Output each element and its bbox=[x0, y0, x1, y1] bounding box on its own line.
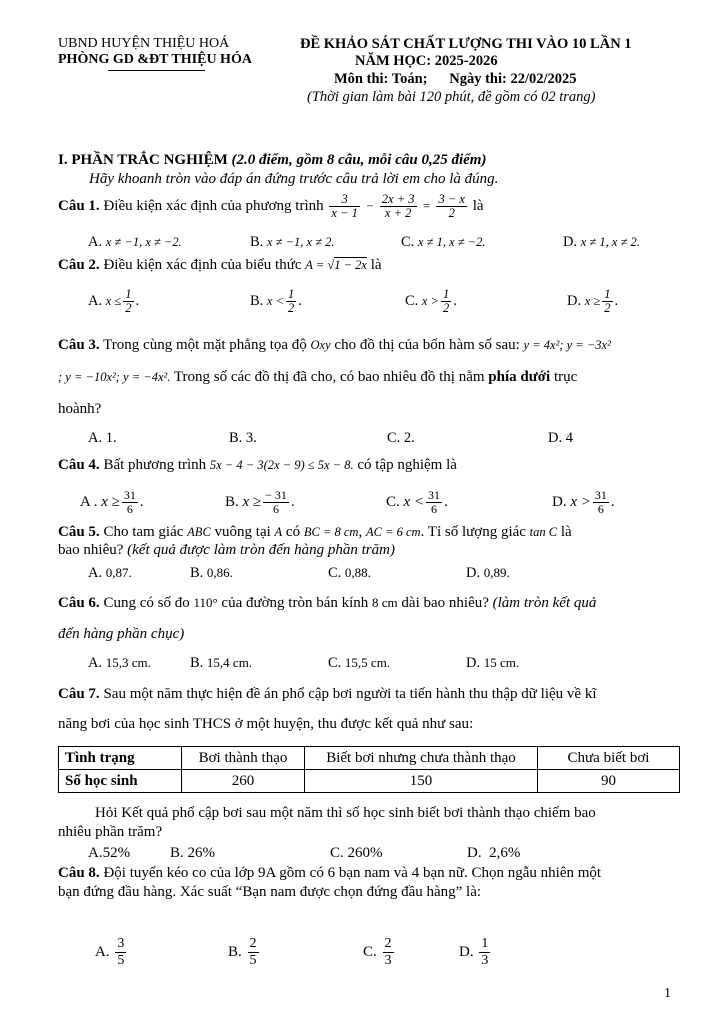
q3-a-letter: A. bbox=[88, 430, 103, 446]
q2-sqrt-sign: √ bbox=[327, 258, 335, 272]
q6-r: 8 cm bbox=[372, 595, 398, 610]
q8-option-c[interactable] bbox=[363, 936, 396, 969]
q4-option-a[interactable] bbox=[80, 489, 144, 516]
question-7-line1 bbox=[58, 686, 597, 703]
q4-c-frac bbox=[426, 489, 442, 516]
q1-f1-num: 3 bbox=[329, 193, 359, 207]
q3-text1: Trong cùng một mặt phẳng tọa độ bbox=[103, 337, 307, 353]
q1-b-letter: B. bbox=[250, 234, 264, 250]
q5-option-b[interactable] bbox=[190, 565, 233, 582]
table-cell: 260 bbox=[182, 770, 305, 793]
q6-note1: (làm tròn kết quả bbox=[492, 595, 597, 611]
exam-subject: Môn thi: Toán; Ngày thi: 22/02/2025 bbox=[334, 71, 577, 87]
q7-option-a[interactable]: A.52% bbox=[88, 845, 131, 861]
table-cell: Số học sinh bbox=[59, 770, 182, 793]
q8-a-frac bbox=[115, 936, 126, 969]
q3-option-a[interactable] bbox=[88, 430, 117, 447]
question-5-line1: Câu 5. Cho tam giác ABC vuông tại A có BC = 8 cm, AC = 6 cm. Tỉ số lượng giác tan C là bbox=[58, 524, 572, 540]
q3-label: Câu 3. bbox=[58, 337, 100, 353]
q1-c-letter: C. bbox=[401, 234, 415, 250]
q4-option-b[interactable] bbox=[225, 489, 295, 516]
q4-text: Bất phương trình bbox=[103, 457, 207, 473]
q3-a-value: 1. bbox=[105, 430, 117, 446]
q4-d-frac bbox=[593, 489, 609, 516]
q4-a-den: 6 bbox=[126, 502, 133, 516]
q1-frac1 bbox=[329, 193, 359, 220]
q1-f2-num: 2x + 3 bbox=[381, 192, 415, 206]
dept-line1: UBND HUYỆN THIỆU HOÁ bbox=[58, 36, 230, 51]
q3-fn1: y = 4x²; y = −3x² bbox=[523, 338, 611, 352]
q6-option-a[interactable] bbox=[88, 655, 151, 672]
q1-b-value: x ≠ −1, x ≠ 2. bbox=[266, 235, 335, 249]
q1-a-value: x ≠ −1, x ≠ −2. bbox=[105, 235, 182, 249]
q4-option-d[interactable] bbox=[552, 489, 615, 516]
table-header-cell: Tình trạng bbox=[59, 747, 182, 770]
q6-label: Câu 6. bbox=[58, 595, 100, 611]
q4-c-num: 31 bbox=[428, 488, 441, 502]
question-3-line1 bbox=[58, 337, 611, 354]
q1-a-letter: A. bbox=[88, 234, 103, 250]
q2-d-num: 1 bbox=[604, 287, 611, 301]
q5-text2: vuông tại bbox=[214, 524, 271, 540]
q3-text3: Trong số các đồ thị đã cho, có bao nhiêu đồ thị nằm bbox=[173, 369, 485, 385]
q2-c-dot: . bbox=[453, 292, 457, 309]
q1-option-a[interactable] bbox=[88, 234, 182, 251]
q4-c-dot: . bbox=[444, 493, 448, 510]
q5-c-letter: C. bbox=[328, 565, 342, 581]
q5-text4: . Tỉ số lượng giác bbox=[420, 524, 526, 540]
q5-text1: Cho tam giác bbox=[103, 524, 184, 540]
q2-option-a[interactable] bbox=[88, 288, 139, 315]
q6-text2: của đường tròn bán kính bbox=[221, 595, 369, 611]
q8-c-frac bbox=[383, 936, 394, 969]
table-row bbox=[59, 770, 680, 793]
q3-fn2: ; y = −10x²; y = −4x². bbox=[58, 370, 171, 384]
q8-d-den: 3 bbox=[481, 953, 489, 968]
q4-b-den: 6 bbox=[273, 502, 280, 516]
q5-option-c[interactable] bbox=[328, 565, 371, 582]
table-header-cell: Chưa biết bơi bbox=[538, 747, 680, 770]
q4-c-den: 6 bbox=[431, 502, 438, 516]
q2-c-num: 1 bbox=[443, 287, 450, 301]
q2-b-num: 1 bbox=[288, 287, 295, 301]
q3-option-d[interactable] bbox=[548, 430, 573, 447]
q1-c-value: x ≠ 1, x ≠ −2. bbox=[417, 235, 486, 249]
q2-c-rel: x > bbox=[421, 293, 440, 308]
q4-b-frac bbox=[263, 489, 289, 516]
q2-b-rel: x < bbox=[266, 293, 285, 308]
q7-option-b[interactable]: B. 26% bbox=[170, 845, 215, 861]
header-divider bbox=[108, 70, 205, 71]
q1-f3-den: 2 bbox=[448, 206, 455, 220]
q2-a-letter: A. bbox=[88, 292, 103, 309]
q6-b-value: 15,4 cm. bbox=[206, 655, 253, 670]
q8-text1: Đội tuyển kéo co của lớp 9A gồm có 6 bạn nam và 4 bạn nữ. Chọn ngẫu nhiên một bbox=[103, 865, 602, 881]
q3-c-letter: C. bbox=[387, 430, 401, 446]
q4-option-c[interactable] bbox=[386, 489, 448, 516]
q5-line2: bao nhiêu? bbox=[58, 542, 124, 558]
q4-d-dot: . bbox=[610, 493, 615, 510]
q6-d-value: 15 cm. bbox=[483, 655, 520, 670]
q8-label: Câu 8. bbox=[58, 865, 100, 881]
q1-f3-num: 3 − x bbox=[438, 192, 465, 206]
q5-point-a: A bbox=[274, 525, 283, 539]
q4-expr: 5x − 4 − 3(2x − 9) ≤ 5x − 8. bbox=[209, 458, 354, 472]
q8-d-letter: D. bbox=[459, 943, 474, 960]
q2-b-frac bbox=[286, 288, 296, 315]
q5-d-letter: D. bbox=[466, 565, 481, 581]
q2-b-dot: . bbox=[298, 292, 302, 309]
q8-c-num: 2 bbox=[384, 936, 392, 951]
q2-d-frac bbox=[602, 288, 612, 315]
q5-note: (kết quả được làm tròn đến hàng phần trăm) bbox=[127, 542, 395, 558]
q8-option-b[interactable] bbox=[228, 936, 261, 969]
q4-d-den: 6 bbox=[597, 502, 604, 516]
q5-abc: ABC bbox=[187, 525, 211, 539]
q8-c-letter: C. bbox=[363, 943, 377, 960]
q1-label: Câu 1. bbox=[58, 197, 100, 214]
q5-a-value: 0,87. bbox=[105, 565, 132, 580]
swim-survey-table bbox=[58, 746, 680, 793]
q6-option-d[interactable] bbox=[466, 655, 519, 672]
q5-a-letter: A. bbox=[88, 565, 103, 581]
section-heading bbox=[58, 152, 486, 169]
q3-text4: trục bbox=[553, 369, 578, 385]
q8-b-den: 5 bbox=[249, 953, 257, 968]
q8-b-letter: B. bbox=[228, 943, 242, 960]
q1-option-b[interactable] bbox=[250, 234, 335, 251]
q4-label: Câu 4. bbox=[58, 457, 100, 473]
table-cell: 90 bbox=[538, 770, 680, 793]
question-7-query1: Hỏi Kết quả phổ cập bơi sau một năm thì số học sinh biết bơi thành thạo chiếm bao bbox=[95, 805, 596, 821]
q2-d-den: 2 bbox=[604, 301, 611, 315]
question-8-line2: bạn đứng đầu hàng. Xác suất “Bạn nam được chọn đứng đầu hàng” là: bbox=[58, 884, 482, 900]
q8-b-frac bbox=[248, 936, 259, 969]
q2-option-b[interactable] bbox=[250, 288, 302, 315]
question-7-line2: năng bơi của học sinh THCS ở một huyện, thu được kết quả như sau: bbox=[58, 716, 474, 732]
q2-d-letter: D. bbox=[567, 292, 582, 309]
q1-f1-den: x − 1 bbox=[331, 206, 358, 220]
exam-time-note: (Thời gian làm bài 120 phút, đề gồm có 02 trang) bbox=[307, 89, 596, 105]
q4-b-letter: B. bbox=[225, 493, 239, 510]
table-header-cell: Biết bơi nhưng chưa thành thạo bbox=[305, 747, 538, 770]
q7-option-c[interactable]: C. 260% bbox=[330, 845, 383, 861]
q6-a-value: 15,3 cm. bbox=[105, 655, 151, 670]
q3-d-value: 4 bbox=[565, 430, 573, 446]
question-6-line1 bbox=[58, 595, 596, 612]
q5-bc: BC = 8 cm bbox=[303, 525, 359, 539]
question-7-query2: nhiêu phần trăm? bbox=[58, 824, 163, 840]
q3-oxy: Oxy bbox=[310, 338, 331, 352]
q2-tail: là bbox=[370, 257, 382, 273]
q4-a-frac bbox=[122, 489, 138, 516]
q7-text1: Sau một năm thực hiện đề án phổ cập bơi người ta tiến hành thu thập dữ liệu về kĩ bbox=[103, 686, 597, 702]
question-3-line3: hoành? bbox=[58, 401, 102, 417]
q6-text3: dài bao nhiêu? bbox=[401, 595, 489, 611]
dept-line2: PHÒNG GD &ĐT THIỆU HÓA bbox=[58, 52, 252, 67]
q4-c-rel: x < bbox=[403, 493, 425, 510]
q6-d-letter: D. bbox=[466, 655, 481, 671]
q1-frac2 bbox=[380, 193, 417, 220]
section-title: I. PHẦN TRẮC NGHIỆM bbox=[58, 152, 228, 168]
q6-c-letter: C. bbox=[328, 655, 342, 671]
q2-label: Câu 2. bbox=[58, 257, 100, 273]
q2-c-frac bbox=[441, 288, 451, 315]
question-5-line2 bbox=[58, 542, 395, 559]
q8-a-den: 5 bbox=[117, 953, 125, 968]
q1-tail: là bbox=[472, 197, 484, 214]
q1-option-c[interactable] bbox=[401, 234, 486, 251]
q4-d-rel: x > bbox=[570, 493, 591, 510]
q3-option-c[interactable] bbox=[387, 430, 415, 447]
q2-expr-lhs: A = bbox=[305, 258, 328, 272]
q4-tail: có tập nghiệm là bbox=[357, 457, 457, 473]
q5-tail: là bbox=[560, 524, 572, 540]
q8-option-a[interactable] bbox=[95, 936, 128, 969]
q4-a-rel: x ≥ bbox=[101, 493, 120, 510]
q1-d-value: x ≠ 1, x ≠ 2. bbox=[580, 235, 640, 249]
q1-option-d[interactable] bbox=[563, 234, 640, 251]
question-3-line2 bbox=[58, 369, 577, 386]
q8-a-letter: A. bbox=[95, 943, 110, 960]
q2-option-d[interactable] bbox=[567, 288, 618, 315]
page-number: 1 bbox=[664, 986, 671, 1001]
q6-option-c[interactable] bbox=[328, 655, 390, 672]
table-header-cell: Bơi thành thạo bbox=[182, 747, 305, 770]
q4-a-num: 31 bbox=[123, 488, 136, 502]
q8-d-frac bbox=[479, 936, 490, 969]
q4-b-rel: x ≥ bbox=[242, 493, 262, 510]
q2-a-dot: . bbox=[135, 292, 140, 309]
q1-text: Điều kiện xác định của phương trình bbox=[103, 197, 324, 214]
table-header-row bbox=[59, 747, 680, 770]
q4-b-dot: . bbox=[290, 493, 295, 510]
q3-b-letter: B. bbox=[229, 430, 243, 446]
q6-option-b[interactable] bbox=[190, 655, 252, 672]
q4-a-dot: . bbox=[139, 493, 144, 510]
section-note: (2.0 điểm, gồm 8 câu, mỗi câu 0,25 điểm) bbox=[231, 152, 487, 168]
q3-c-value: 2. bbox=[403, 430, 415, 446]
q5-option-a[interactable] bbox=[88, 565, 132, 582]
q1-eq: = bbox=[422, 198, 431, 213]
q2-a-den: 2 bbox=[125, 301, 132, 315]
q4-d-letter: D. bbox=[552, 493, 567, 510]
q2-c-letter: C. bbox=[405, 292, 419, 309]
q4-d-num: 31 bbox=[594, 488, 607, 502]
q2-option-c[interactable] bbox=[405, 288, 457, 315]
q8-a-num: 3 bbox=[117, 936, 125, 951]
q2-a-frac bbox=[123, 288, 133, 315]
q4-a-letter: A . bbox=[80, 493, 98, 510]
q2-d-rel: x ≥ bbox=[584, 293, 601, 308]
q1-frac3 bbox=[436, 193, 466, 220]
q5-b-value: 0,86. bbox=[206, 565, 233, 580]
section-instruction: Hãy khoanh tròn vào đáp án đứng trước câu trả lời em cho là đúng. bbox=[89, 171, 499, 187]
q3-d-letter: D. bbox=[548, 430, 563, 446]
q6-text1: Cung có số đo bbox=[103, 595, 190, 611]
question-2 bbox=[58, 257, 382, 274]
q6-deg: 110° bbox=[193, 595, 218, 610]
q2-b-den: 2 bbox=[288, 301, 295, 315]
exam-title: ĐỀ KHẢO SÁT CHẤT LƯỢNG THI VÀO 10 LẦN 1 bbox=[300, 36, 632, 52]
q1-minus: − bbox=[365, 198, 375, 213]
q1-d-letter: D. bbox=[563, 234, 578, 250]
q7-option-d[interactable]: D. 2,6% bbox=[467, 845, 521, 861]
q2-d-dot: . bbox=[614, 292, 619, 309]
q5-text3: có bbox=[285, 524, 301, 540]
question-1 bbox=[58, 193, 484, 220]
q1-f2-den: x + 2 bbox=[384, 206, 412, 220]
q6-a-letter: A. bbox=[88, 655, 103, 671]
q5-label: Câu 5. bbox=[58, 524, 100, 540]
q5-tan: tan C bbox=[529, 525, 558, 539]
question-8-line1 bbox=[58, 865, 601, 882]
q2-a-rel: x ≤ bbox=[105, 293, 122, 308]
question-4 bbox=[58, 457, 457, 474]
q2-c-den: 2 bbox=[443, 301, 450, 315]
q7-label: Câu 7. bbox=[58, 686, 100, 702]
q5-c-value: 0,88. bbox=[344, 565, 371, 580]
q5-option-d[interactable] bbox=[466, 565, 510, 582]
q3-text2: cho đồ thị của bốn hàm số sau: bbox=[334, 337, 520, 353]
q2-text: Điều kiện xác định của biểu thức bbox=[103, 257, 302, 273]
q4-c-letter: C. bbox=[386, 493, 400, 510]
q4-b-num: − 31 bbox=[265, 488, 287, 502]
q2-a-num: 1 bbox=[125, 287, 132, 301]
table-cell: 150 bbox=[305, 770, 538, 793]
question-6-line2: đến hàng phần chục) bbox=[58, 626, 185, 642]
q3-bold: phía dưới bbox=[488, 369, 551, 385]
q5-b-letter: B. bbox=[190, 565, 204, 581]
q8-d-num: 1 bbox=[481, 936, 489, 951]
q6-b-letter: B. bbox=[190, 655, 204, 671]
q8-option-d[interactable] bbox=[459, 936, 492, 969]
q8-b-num: 2 bbox=[249, 936, 257, 951]
q8-c-den: 3 bbox=[384, 953, 392, 968]
q5-d-value: 0,89. bbox=[483, 565, 510, 580]
q6-c-value: 15,5 cm. bbox=[344, 655, 391, 670]
q2-expr-sqrt: 1 − 2x bbox=[334, 258, 367, 272]
q5-ac: AC = 6 cm bbox=[365, 525, 421, 539]
q3-option-b[interactable] bbox=[229, 430, 257, 447]
q2-b-letter: B. bbox=[250, 292, 264, 309]
exam-year: NĂM HỌC: 2025-2026 bbox=[355, 53, 498, 69]
q3-b-value: 3. bbox=[245, 430, 257, 446]
